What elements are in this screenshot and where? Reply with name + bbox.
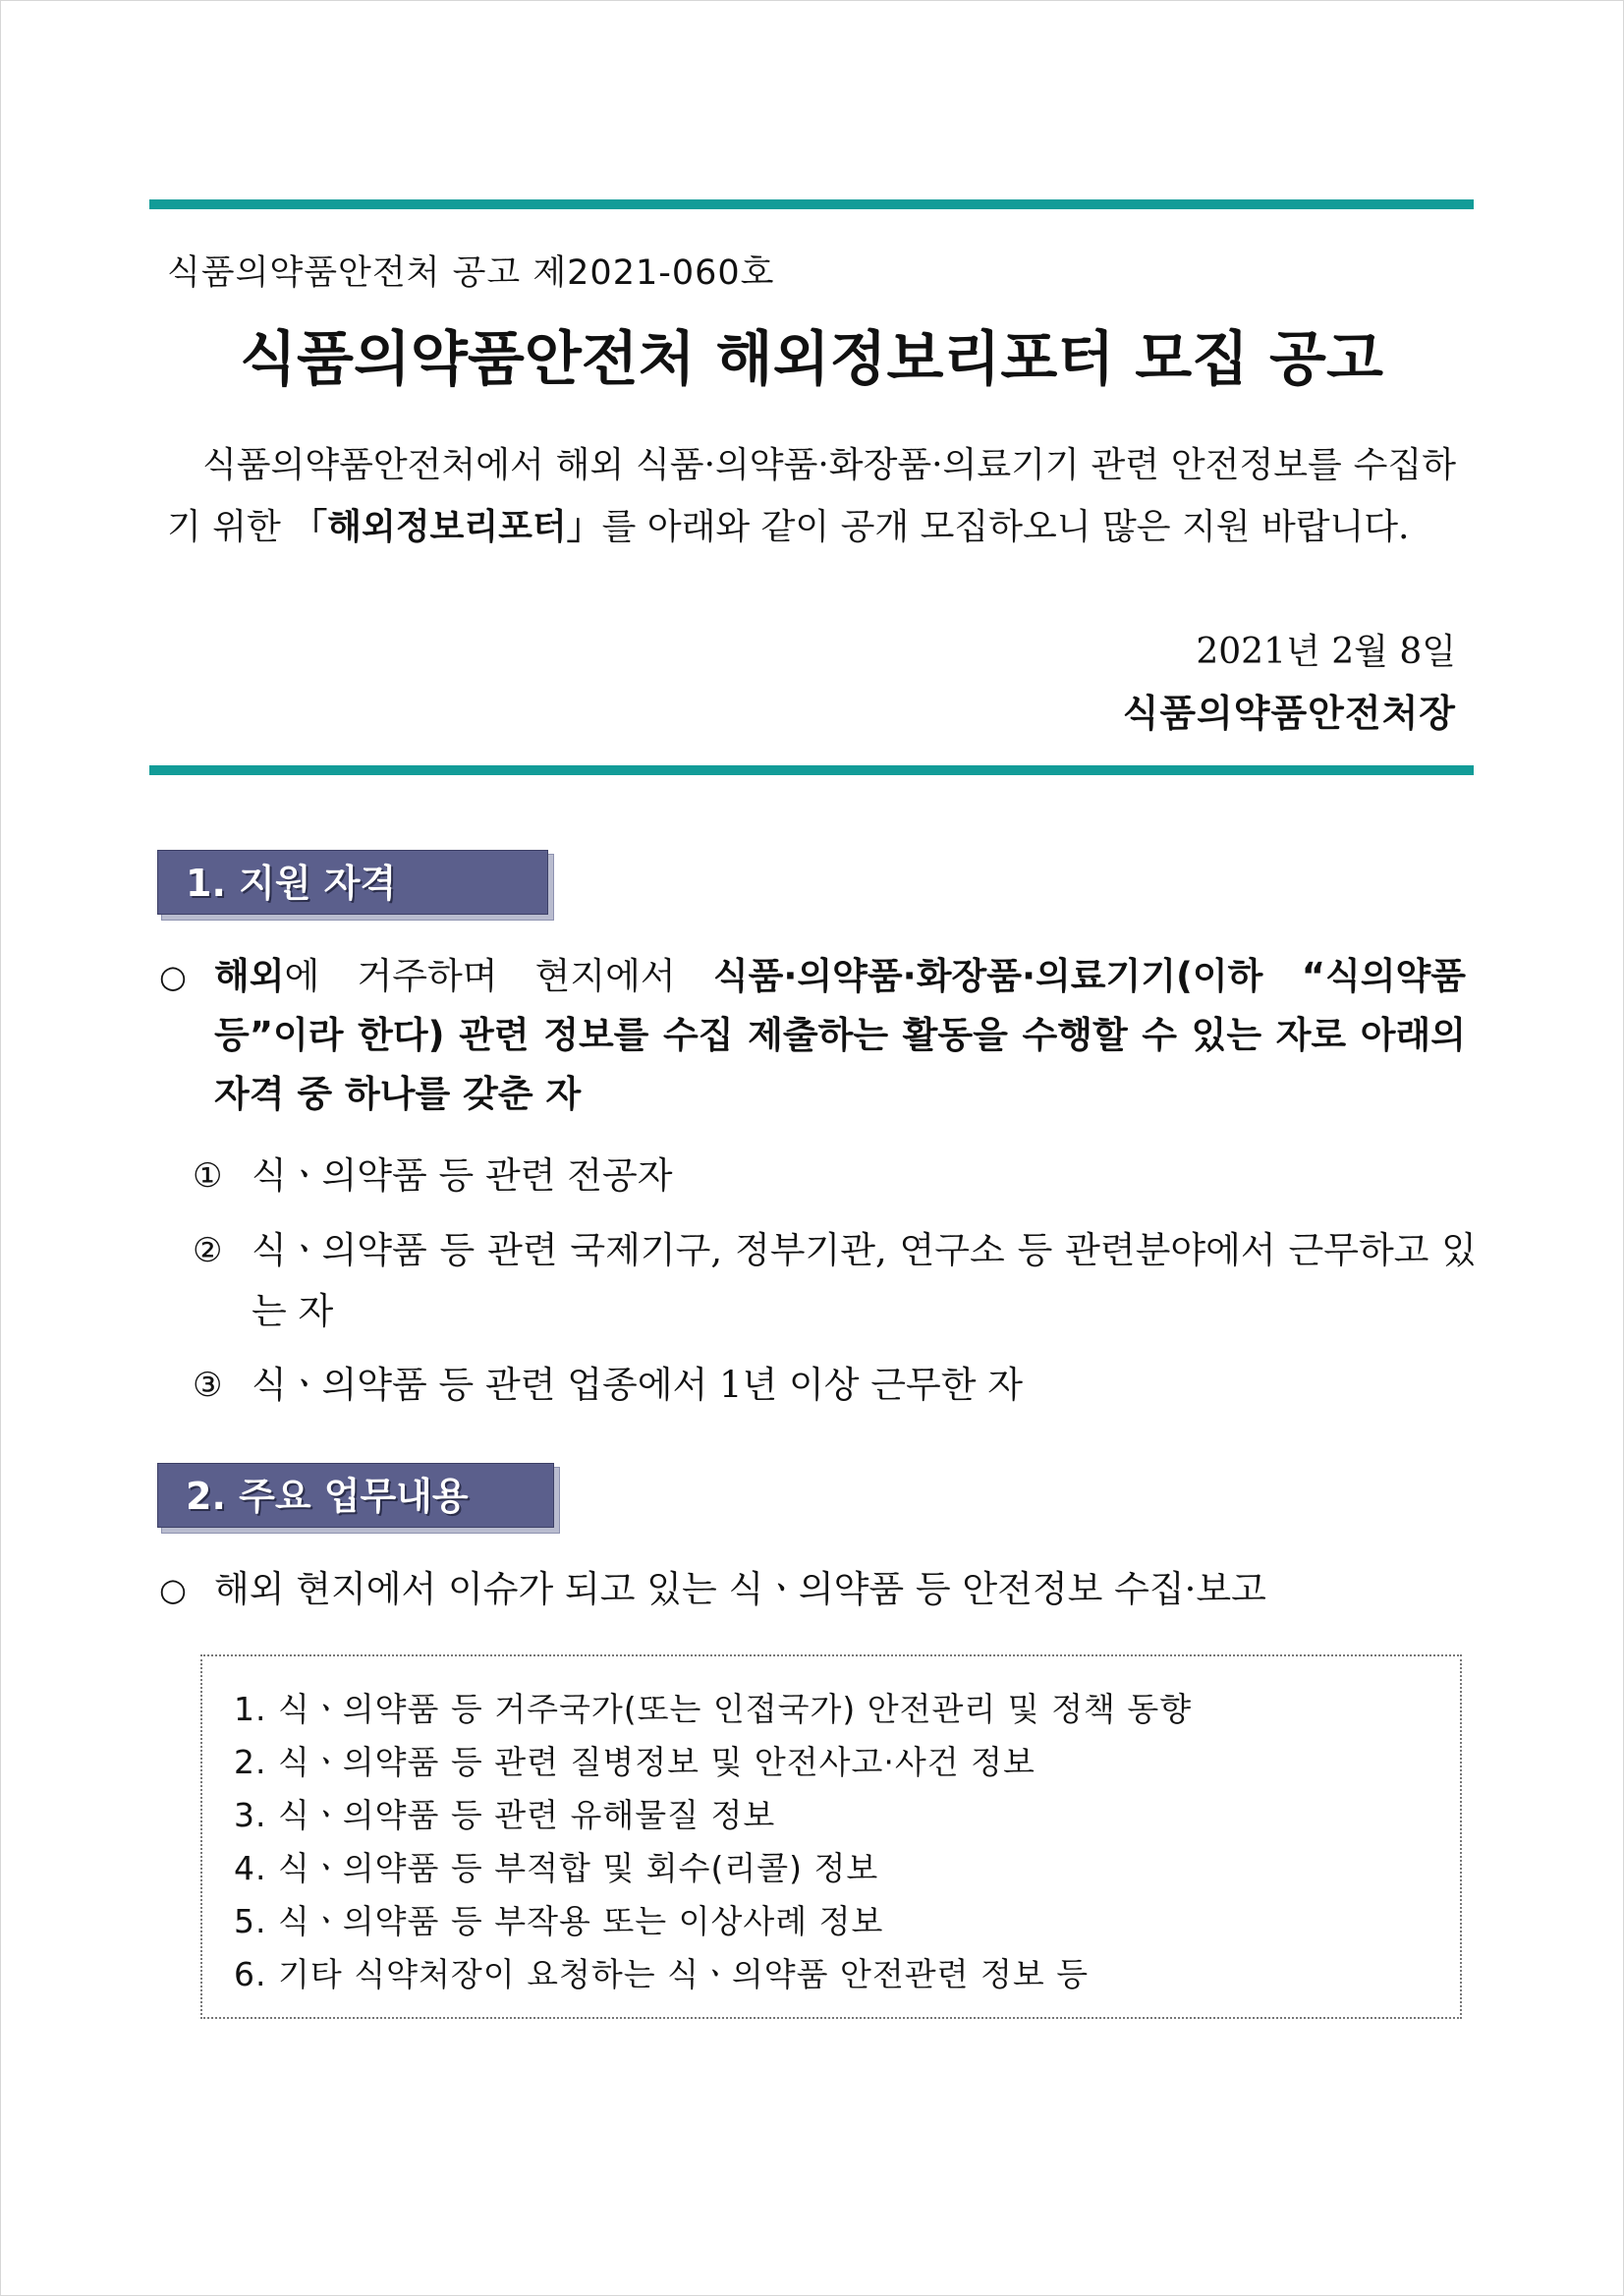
duty-item: 6. 기타 식약처장이 요청하는 식ㆍ의약품 안전관련 정보 등: [234, 1955, 1090, 1993]
bullet-circle-icon: ○: [159, 958, 187, 995]
duty-item: 3. 식ㆍ의약품 등 관련 유해물질 정보: [234, 1796, 776, 1834]
qualification-bold-2: 식품·의약품·화장품·의료기기(이하 “식의약품 등”이라 한다) 관련 정보를 수집 제출하는 활동을 수행할 수 있는 자로 아래의 자격 중 하나를 갖춘 자: [214, 955, 1466, 1115]
intro-paragraph: [167, 434, 1456, 558]
bullet-circle-icon: ○: [159, 1571, 187, 1608]
qualification-bullet: [159, 947, 1466, 1124]
duty-item: 1. 식ㆍ의약품 등 거주국가(또는 인접국가) 안전관리 및 정책 동향: [234, 1690, 1193, 1728]
intro-bold: 「해외정보리포터」: [292, 507, 602, 547]
notice-date: 2021년 2월 8일: [1196, 632, 1456, 672]
section-heading-qualifications: 1. 지원 자격: [157, 850, 548, 915]
qualification-text: [214, 947, 1466, 1124]
item-text: 식ㆍ의약품 등 관련 전공자: [252, 1154, 673, 1197]
bottom-rule: [149, 765, 1474, 775]
intro-text-2: 를 아래와 같이 공개 모집하오니 많은 지원 바랍니다.: [601, 507, 1410, 547]
qualification-bold-1: 해외: [214, 955, 285, 997]
intro-text-1: 식품의약품안전처에서 해외 식품·의약품·화장품·의료기기 관련 안전정보를 수집하기 위한: [167, 445, 1456, 547]
item-text: 식ㆍ의약품 등 관련 국제기구, 정부기관, 연구소 등 관련분야에서 근무하고 있는 자: [252, 1229, 1477, 1332]
top-rule: [149, 199, 1474, 209]
notice-number: 식품의약품안전처 공고 제2021-060호: [167, 253, 775, 293]
item-number: ③: [193, 1366, 223, 1405]
signer: 식품의약품안전처장: [1122, 691, 1456, 735]
page-title: 식품의약품안전처 해외정보리포터 모집 공고: [240, 325, 1383, 394]
duty-item: 5. 식ㆍ의약품 등 부작용 또는 이상사례 정보: [234, 1902, 884, 1940]
item-number: ②: [193, 1231, 223, 1270]
qualification-text-1: 에 거주하며 현지에서: [284, 955, 713, 997]
section-heading-duties: 2. 주요 업무내용: [157, 1463, 554, 1528]
item-text: 식ㆍ의약품 등 관련 업종에서 1년 이상 근무한 자: [252, 1364, 1023, 1406]
duty-item: 2. 식ㆍ의약품 등 관련 질병정보 및 안전사고·사건 정보: [234, 1743, 1036, 1781]
duties-box: [200, 1654, 1462, 2019]
duties-bullet: [159, 1560, 1466, 1619]
duty-item: 4. 식ㆍ의약품 등 부적합 및 회수(리콜) 정보: [234, 1849, 879, 1887]
duties-text: 해외 현지에서 이슈가 되고 있는 식ㆍ의약품 등 안전정보 수집·보고: [214, 1568, 1266, 1610]
item-number: ①: [193, 1156, 223, 1196]
